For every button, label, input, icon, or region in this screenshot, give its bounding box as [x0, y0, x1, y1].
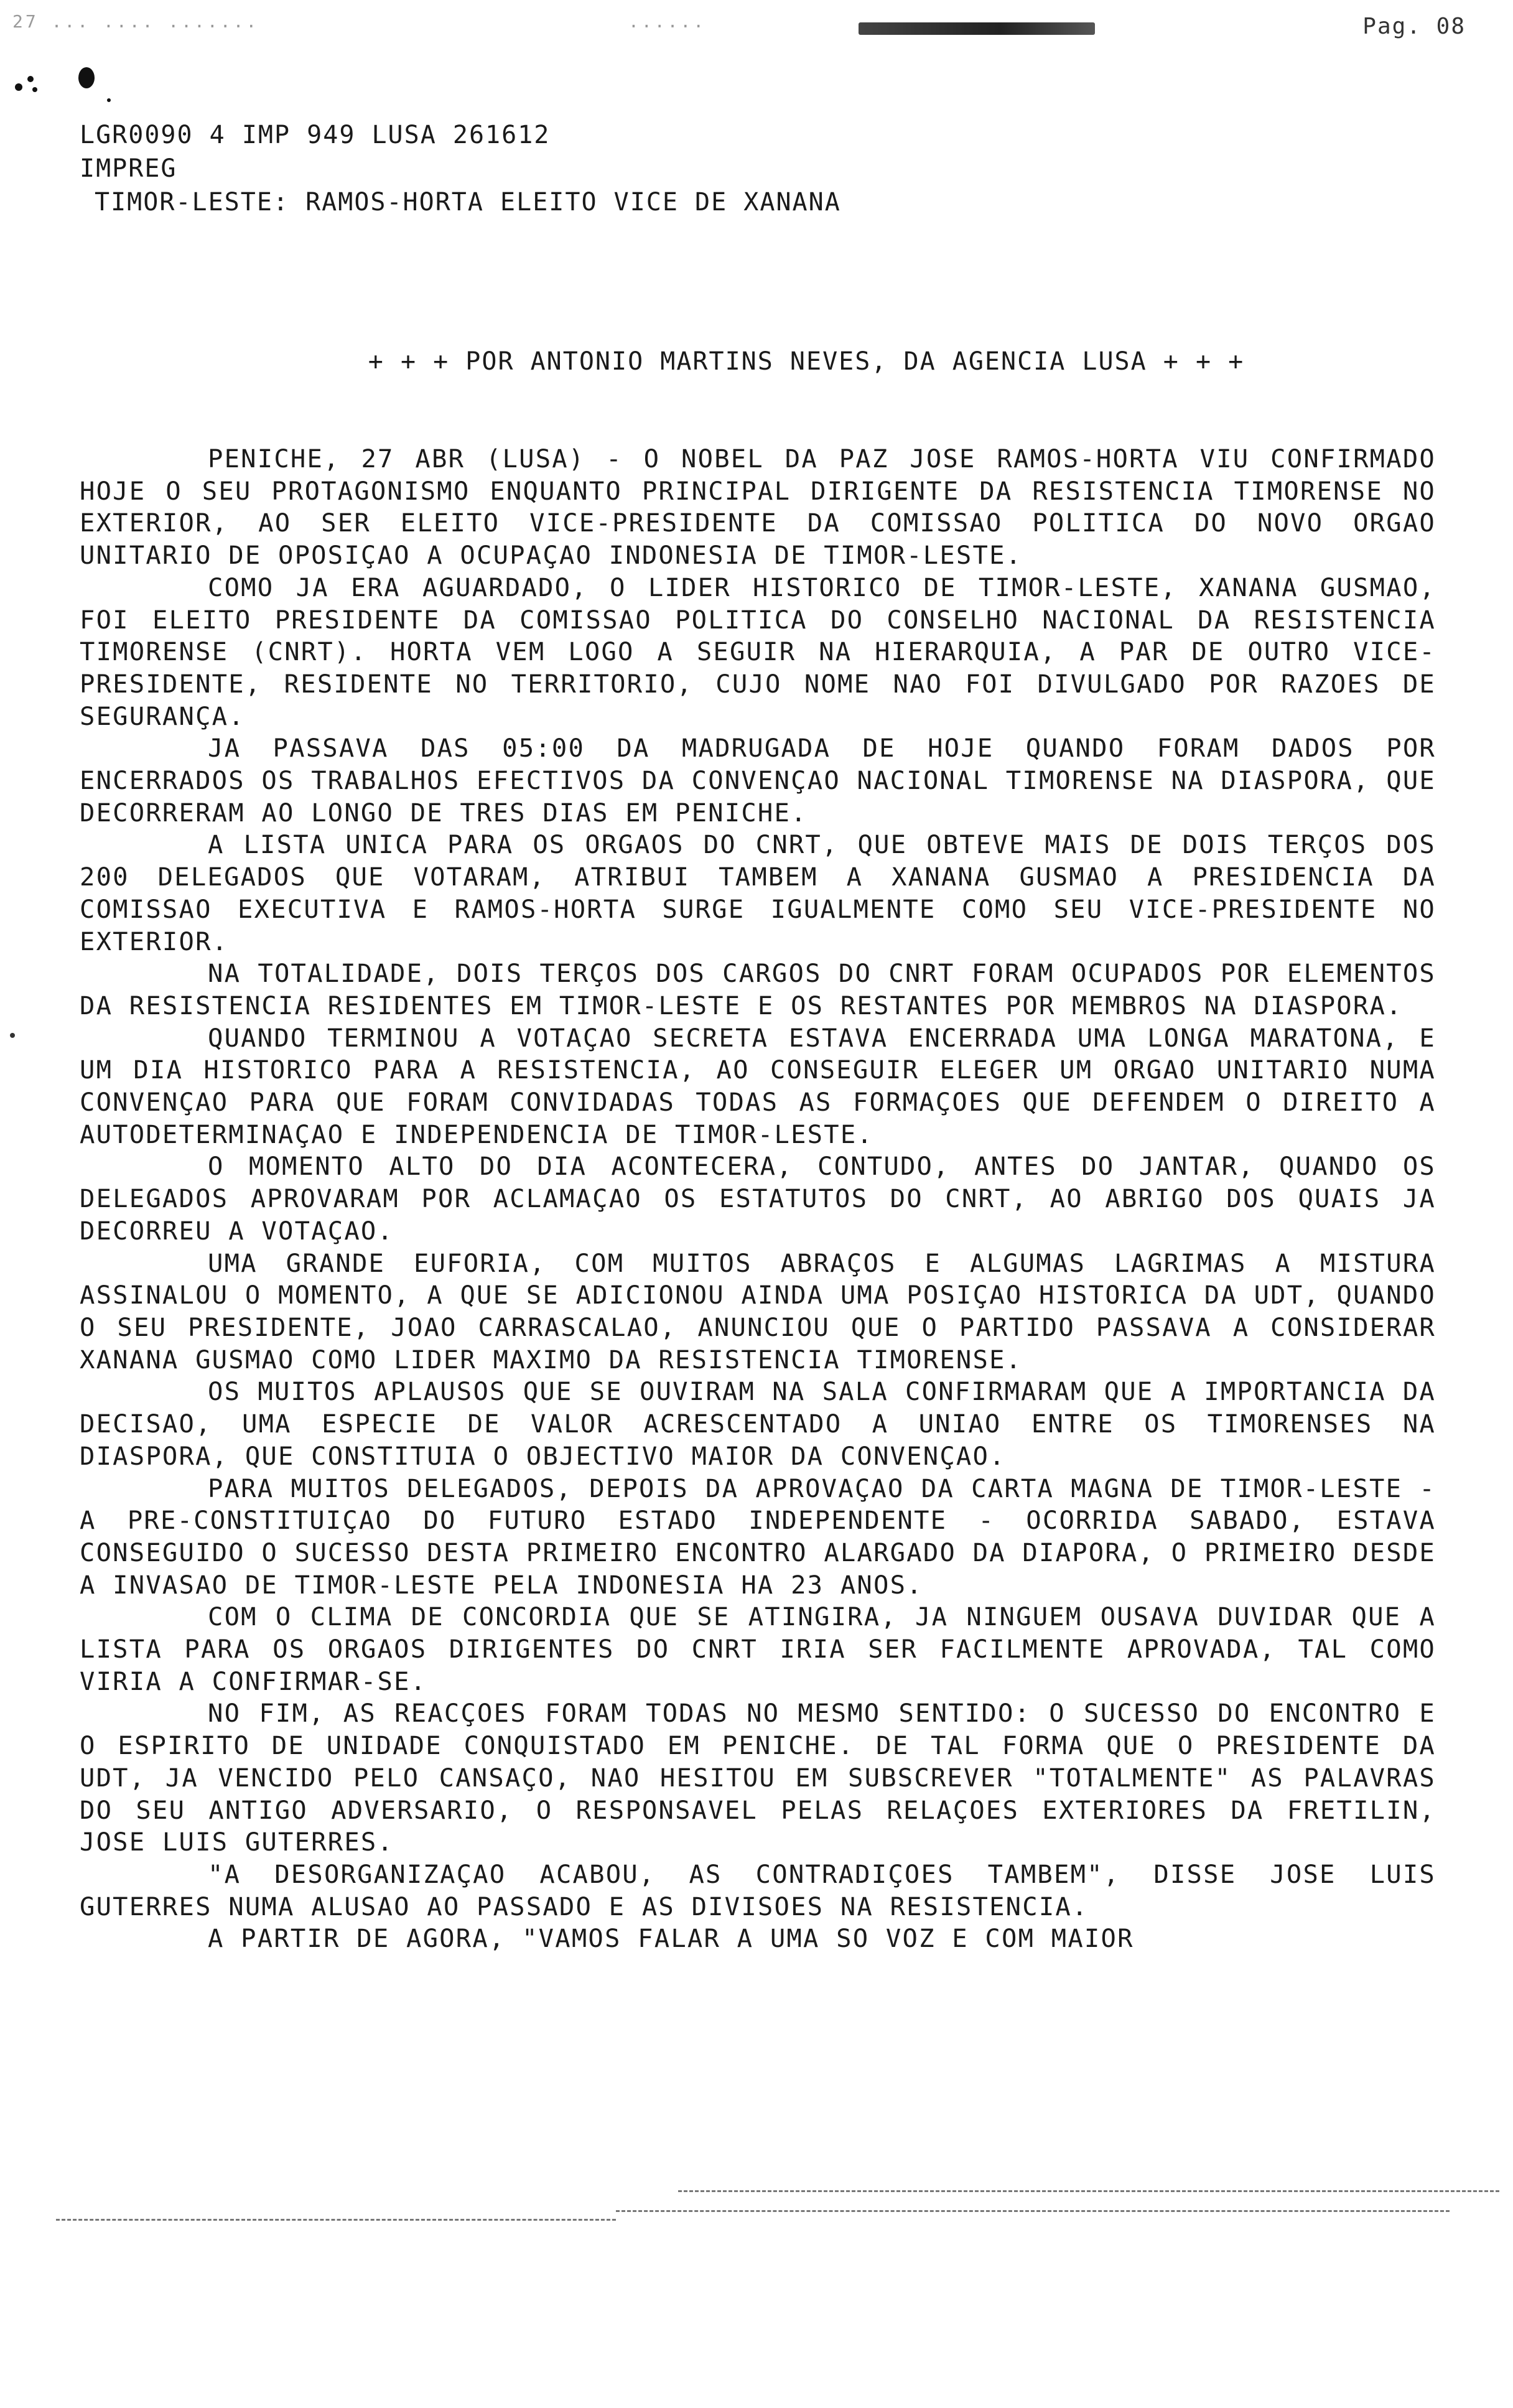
paragraph: "A DESORGANIZAÇAO ACABOU, AS CONTRADIÇOES TAMBEM", DISSE JOSE LUIS GUTERRES NUMA ALUSAO AO PASSADO E AS DIVISOES NA RESISTENCIA. — [80, 1859, 1436, 1921]
fax-header-faint-text-mid: ...... — [628, 11, 707, 32]
dashed-rule-lower-left — [56, 2219, 616, 2221]
fax-header-faint-text: 27 ... .... ....... — [12, 11, 259, 32]
paragraph: COM O CLIMA DE CONCORDIA QUE SE ATINGIRA, JA NINGUEM OUSAVA DUVIDAR QUE A LISTA PARA OS ORGAOS DIRIGENTES DO CNRT IRIA SER FACILMENTE APROVADA, TAL COMO VIRIA A CONFIRMAR-SE. — [80, 1602, 1436, 1696]
paragraph: A PARTIR DE AGORA, "VAMOS FALAR A UMA SO VOZ E COM MAIOR — [208, 1923, 1134, 1954]
wire-meta-block — [80, 118, 841, 219]
paragraph: PARA MUITOS DELEGADOS, DEPOIS DA APROVAÇAO DA CARTA MAGNA DE TIMOR-LESTE - A PRE-CONSTITUIÇAO DO FUTURO ESTADO INDEPENDENTE - OCORRIDA SABADO, ESTAVA CONSEGUIDO O SUCESSO DESTA PRIMEIRO ENCONTRO ALARGADO DA DIAPORA, O PRIMEIRO DESDE A INVASAO DE TIMOR-LESTE PELA INDONESIA HA 23 ANOS. — [80, 1473, 1436, 1600]
article-body — [80, 443, 1436, 1955]
paragraph: COMO JA ERA AGUARDADO, O LIDER HISTORICO DE TIMOR-LESTE, XANANA GUSMAO, FOI ELEITO PRESIDENTE DA COMISSAO POLITICA DO CONSELHO NACIONAL DA RESISTENCIA TIMORENSE (CNRT). HORTA VEM LOGO A SEGUIR NA HIERARQUIA, A PAR DE OUTRO VICE-PRESIDENTE, RESIDENTE NO TERRITORIO, CUJO NOME NAO FOI DIVULGADO POR RAZOES DE SEGURANÇA. — [80, 572, 1436, 731]
paragraph: A LISTA UNICA PARA OS ORGAOS DO CNRT, QUE OBTEVE MAIS DE DOIS TERÇOS DOS 200 DELEGADOS QUE VOTARAM, ATRIBUI TAMBEM A XANANA GUSMAO A PRESIDENCIA DA COMISSAO EXECUTIVA E RAMOS-HORTA SURGE IGUALMENTE COMO SEU VICE-PRESIDENTE NO EXTERIOR. — [80, 829, 1436, 956]
scan-ink-dots — [14, 62, 113, 112]
fax-header-strip — [0, 0, 1513, 44]
paragraph: UMA GRANDE EUFORIA, COM MUITOS ABRAÇOS E ALGUMAS LAGRIMAS A MISTURA ASSINALOU O MOMENTO, A QUE SE ADICIONOU AINDA UMA POSIÇAO HISTORICA DA UDT, QUANDO O SEU PRESIDENTE, JOAO CARRASCALAO, ANUNCIOU QUE O PARTIDO PASSAVA A CONSIDERAR XANANA GUSMAO COMO LIDER MAXIMO DA RESISTENCIA TIMORENSE. — [80, 1248, 1436, 1374]
paragraph: QUANDO TERMINOU A VOTAÇAO SECRETA ESTAVA ENCERRADA UMA LONGA MARATONA, E UM DIA HISTORICO PARA A RESISTENCIA, AO CONSEGUIR ELEGER UM ORGAO UNITARIO NUMA CONVENÇAO PARA QUE FORAM CONVIDADAS TODAS AS FORMAÇOES QUE DEFENDEM O DIREITO A AUTODETERMINAÇAO E INDEPENDENCIA DE TIMOR-LESTE. — [80, 1022, 1436, 1149]
dashed-rule-lower-right — [616, 2210, 1450, 2212]
wire-category-line: IMPREG — [80, 154, 177, 183]
paragraph: JA PASSAVA DAS 05:00 DA MADRUGADA DE HOJE QUANDO FORAM DADOS POR ENCERRADOS OS TRABALHOS EFECTIVOS DA CONVENÇAO NACIONAL TIMORENSE NA DIASPORA, QUE DECORRERAM AO LONGO DE TRES DIAS EM PENICHE. — [80, 733, 1436, 828]
byline: + + + POR ANTONIO MARTINS NEVES, DA AGENCIA LUSA + + + — [368, 347, 1245, 376]
paragraph: PENICHE, 27 ABR (LUSA) - O NOBEL DA PAZ JOSE RAMOS-HORTA VIU CONFIRMADO HOJE O SEU PROTAGONISMO ENQUANTO PRINCIPAL DIRIGENTE DA RESISTENCIA TIMORENSE NO EXTERIOR, AO SER ELEITO VICE-PRESIDENTE DA COMISSAO POLITICA DO NOVO ORGAO UNITARIO DE OPOSIÇAO A OCUPAÇAO INDONESIA DE TIMOR-LESTE. — [80, 444, 1436, 571]
paragraph: OS MUITOS APLAUSOS QUE SE OUVIRAM NA SALA CONFIRMARAM QUE A IMPORTANCIA DA DECISAO, UMA ESPECIE DE VALOR ACRESCENTADO A UNIAO ENTRE OS TIMORENSES NA DIASPORA, QUE CONSTITUIA O OBJECTIVO MAIOR DA CONVENÇAO. — [80, 1376, 1436, 1471]
margin-mark — [10, 1033, 15, 1038]
paragraph: NA TOTALIDADE, DOIS TERÇOS DOS CARGOS DO CNRT FORAM OCUPADOS POR ELEMENTOS DA RESISTENCIA RESIDENTES EM TIMOR-LESTE E OS RESTANTES POR MEMBROS NA DIASPORA. — [80, 958, 1436, 1020]
paragraph: O MOMENTO ALTO DO DIA ACONTECERA, CONTUDO, ANTES DO JANTAR, QUANDO OS DELEGADOS APROVARAM POR ACLAMAÇAO OS ESTATUTOS DO CNRT, AO ABRIGO DOS QUAIS JA DECORREU A VOTAÇAO. — [80, 1151, 1436, 1246]
wire-slug-line: LGR0090 4 IMP 949 LUSA 261612 — [80, 121, 551, 149]
fax-header-smudge — [859, 22, 1095, 35]
headline: TIMOR-LESTE: RAMOS-HORTA ELEITO VICE DE XANANA — [95, 188, 841, 217]
page-number: Pag. 08 — [1362, 14, 1466, 39]
dashed-rule-upper — [678, 2190, 1499, 2192]
paragraph: NO FIM, AS REACÇOES FORAM TODAS NO MESMO SENTIDO: O SUCESSO DO ENCONTRO E O ESPIRITO DE UNIDADE CONQUISTADO EM PENICHE. DE TAL FORMA QUE O PRESIDENTE DA UDT, JA VENCIDO PELO CANSAÇO, NAO HESITOU EM SUBSCREVER "TOTALMENTE" AS PALAVRAS DO SEU ANTIGO ADVERSARIO, O RESPONSAVEL PELAS RELAÇOES EXTERIORES DA FRETILIN, JOSE LUIS GUTERRES. — [80, 1698, 1436, 1857]
